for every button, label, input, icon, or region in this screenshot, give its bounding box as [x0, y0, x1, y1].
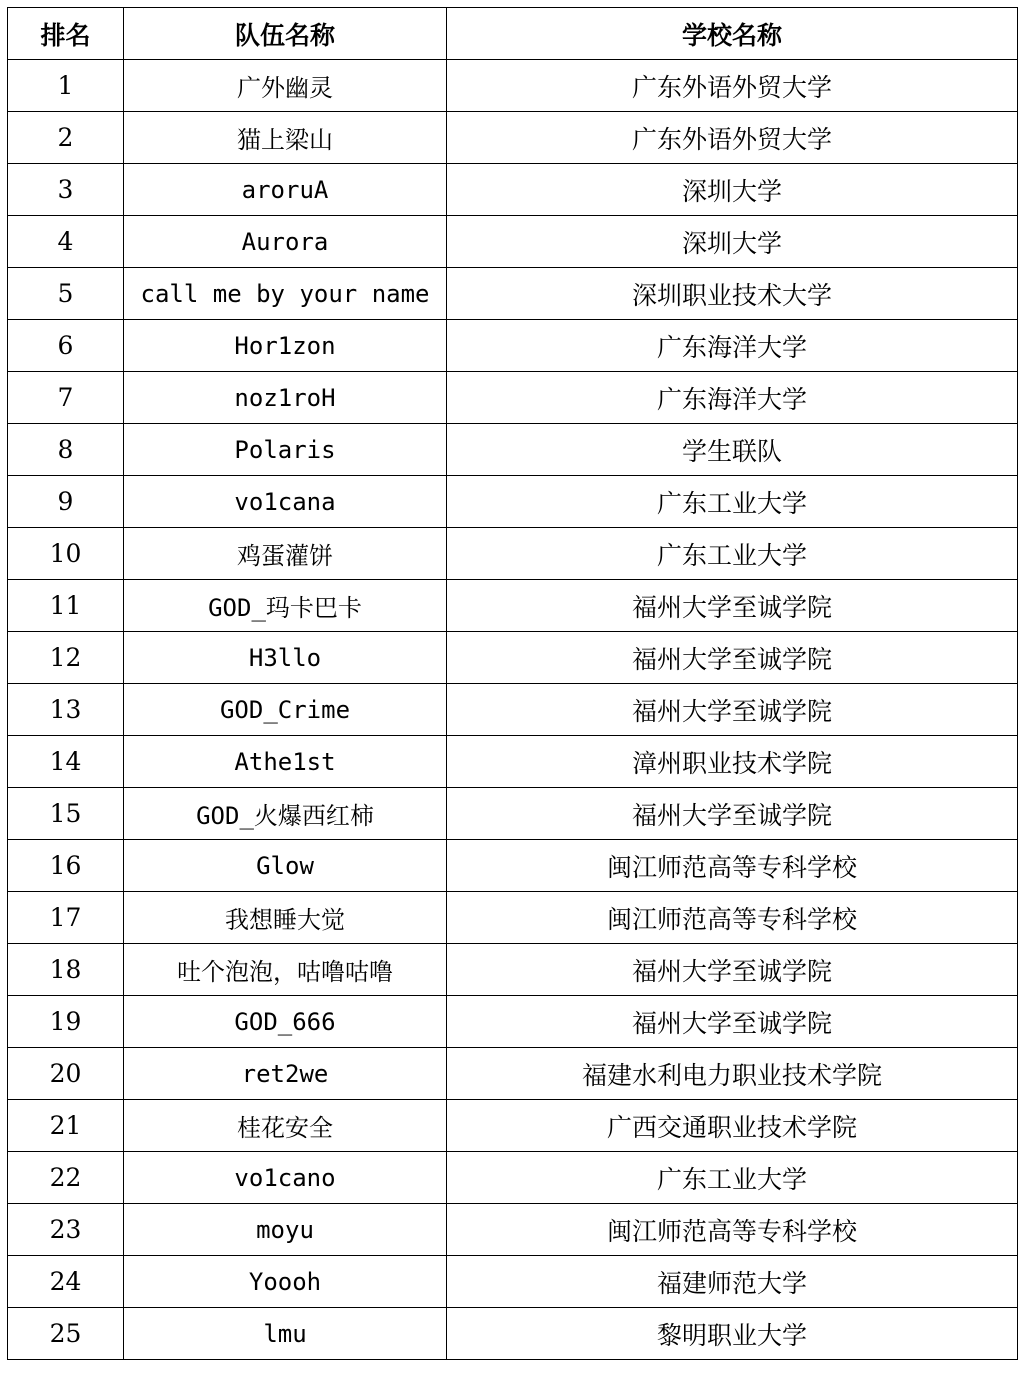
table-row [8, 424, 1018, 476]
school-name-cell: 福州大学至诚学院 [447, 944, 1018, 996]
school-name-cell: 学生联队 [447, 424, 1018, 476]
school-name-cell: 黎明职业大学 [447, 1308, 1018, 1360]
team-name-cell: noz1roH [124, 372, 447, 424]
school-name-cell: 福州大学至诚学院 [447, 684, 1018, 736]
rank-cell: 22 [8, 1152, 124, 1204]
school-name-cell: 深圳职业技术大学 [447, 268, 1018, 320]
rank-cell: 23 [8, 1204, 124, 1256]
table-row [8, 1308, 1018, 1360]
rank-cell: 17 [8, 892, 124, 944]
school-name-cell: 闽江师范高等专科学校 [447, 892, 1018, 944]
team-name-cell: call me by your name [124, 268, 447, 320]
team-name-cell: moyu [124, 1204, 447, 1256]
team-name-cell: Yoooh [124, 1256, 447, 1308]
team-name-cell: GOD_玛卡巴卡 [124, 580, 447, 632]
team-name-cell: Polaris [124, 424, 447, 476]
rank-cell: 12 [8, 632, 124, 684]
table-row [8, 60, 1018, 112]
school-name-cell: 广东外语外贸大学 [447, 60, 1018, 112]
table-row [8, 528, 1018, 580]
table-header-row [8, 8, 1018, 60]
table-row [8, 320, 1018, 372]
team-name-cell: vo1cana [124, 476, 447, 528]
school-name-cell: 福州大学至诚学院 [447, 632, 1018, 684]
team-name-cell: H3llo [124, 632, 447, 684]
rank-cell: 16 [8, 840, 124, 892]
table-row [8, 216, 1018, 268]
rank-cell: 2 [8, 112, 124, 164]
rank-cell: 4 [8, 216, 124, 268]
rank-cell: 24 [8, 1256, 124, 1308]
table-row [8, 1256, 1018, 1308]
table-body [8, 60, 1018, 1360]
team-name-cell: ret2we [124, 1048, 447, 1100]
rank-cell: 8 [8, 424, 124, 476]
rank-cell: 14 [8, 736, 124, 788]
rank-cell: 3 [8, 164, 124, 216]
rank-cell: 15 [8, 788, 124, 840]
rank-cell: 18 [8, 944, 124, 996]
school-name-cell: 漳州职业技术学院 [447, 736, 1018, 788]
team-name-cell: lmu [124, 1308, 447, 1360]
team-name-cell: 广外幽灵 [124, 60, 447, 112]
table-row [8, 268, 1018, 320]
school-name-cell: 广东工业大学 [447, 476, 1018, 528]
table-row [8, 580, 1018, 632]
table-row [8, 372, 1018, 424]
rank-cell: 6 [8, 320, 124, 372]
table-row [8, 736, 1018, 788]
table-row [8, 1100, 1018, 1152]
table-row [8, 788, 1018, 840]
header-team-name: 队伍名称 [124, 8, 447, 60]
table-row [8, 1204, 1018, 1256]
school-name-cell: 福建师范大学 [447, 1256, 1018, 1308]
team-name-cell: 我想睡大觉 [124, 892, 447, 944]
team-name-cell: GOD_火爆西红柿 [124, 788, 447, 840]
ranking-table [7, 7, 1018, 1360]
team-name-cell: Glow [124, 840, 447, 892]
rank-cell: 7 [8, 372, 124, 424]
table-row [8, 112, 1018, 164]
school-name-cell: 福建水利电力职业技术学院 [447, 1048, 1018, 1100]
team-name-cell: GOD_666 [124, 996, 447, 1048]
team-name-cell: vo1cano [124, 1152, 447, 1204]
team-name-cell: 猫上梁山 [124, 112, 447, 164]
team-name-cell: 桂花安全 [124, 1100, 447, 1152]
table-row [8, 1152, 1018, 1204]
rank-cell: 1 [8, 60, 124, 112]
header-rank: 排名 [8, 8, 124, 60]
table-row [8, 632, 1018, 684]
table-row [8, 840, 1018, 892]
school-name-cell: 广东海洋大学 [447, 372, 1018, 424]
table-row [8, 1048, 1018, 1100]
rank-cell: 9 [8, 476, 124, 528]
school-name-cell: 广东工业大学 [447, 1152, 1018, 1204]
table-row [8, 944, 1018, 996]
team-name-cell: 鸡蛋灌饼 [124, 528, 447, 580]
table-row [8, 684, 1018, 736]
rank-cell: 13 [8, 684, 124, 736]
table-row [8, 164, 1018, 216]
table-row [8, 996, 1018, 1048]
team-name-cell: GOD_Crime [124, 684, 447, 736]
rank-cell: 21 [8, 1100, 124, 1152]
school-name-cell: 深圳大学 [447, 216, 1018, 268]
school-name-cell: 福州大学至诚学院 [447, 580, 1018, 632]
team-name-cell: aroruA [124, 164, 447, 216]
rank-cell: 10 [8, 528, 124, 580]
rank-cell: 11 [8, 580, 124, 632]
rank-cell: 19 [8, 996, 124, 1048]
team-name-cell: 吐个泡泡，咕噜咕噜 [124, 944, 447, 996]
table-row [8, 892, 1018, 944]
school-name-cell: 福州大学至诚学院 [447, 788, 1018, 840]
school-name-cell: 广东外语外贸大学 [447, 112, 1018, 164]
rank-cell: 25 [8, 1308, 124, 1360]
rank-cell: 20 [8, 1048, 124, 1100]
school-name-cell: 广东工业大学 [447, 528, 1018, 580]
team-name-cell: Hor1zon [124, 320, 447, 372]
school-name-cell: 闽江师范高等专科学校 [447, 840, 1018, 892]
school-name-cell: 深圳大学 [447, 164, 1018, 216]
header-school-name: 学校名称 [447, 8, 1018, 60]
school-name-cell: 广东海洋大学 [447, 320, 1018, 372]
team-name-cell: Athe1st [124, 736, 447, 788]
school-name-cell: 闽江师范高等专科学校 [447, 1204, 1018, 1256]
team-name-cell: Aurora [124, 216, 447, 268]
school-name-cell: 福州大学至诚学院 [447, 996, 1018, 1048]
table-row [8, 476, 1018, 528]
school-name-cell: 广西交通职业技术学院 [447, 1100, 1018, 1152]
rank-cell: 5 [8, 268, 124, 320]
